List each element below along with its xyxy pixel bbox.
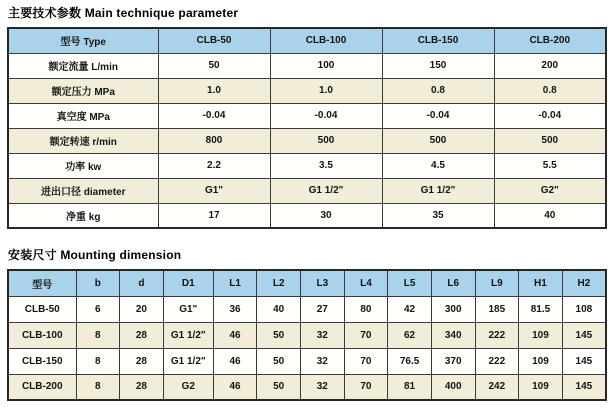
column-header-cell: d — [120, 270, 164, 296]
table-row — [8, 53, 606, 78]
table-row — [8, 322, 606, 348]
value-cell: 500 — [270, 128, 382, 153]
value-cell: 28 — [120, 374, 164, 400]
value-cell: 17 — [158, 203, 270, 228]
value-cell: G1" — [158, 178, 270, 203]
value-cell: 145 — [562, 374, 606, 400]
column-header-cell: b — [76, 270, 120, 296]
value-cell: G2 — [163, 374, 213, 400]
row-label-cell: 额定转速 r/min — [8, 128, 158, 153]
value-cell: 81 — [388, 374, 432, 400]
value-cell: 46 — [213, 348, 257, 374]
table-row — [8, 296, 606, 322]
value-cell: 40 — [257, 296, 301, 322]
value-cell: 81.5 — [519, 296, 563, 322]
value-cell: 70 — [344, 374, 388, 400]
value-cell: 42 — [388, 296, 432, 322]
mounting-dimension-title: 安装尺寸 Mounting dimension — [8, 248, 182, 262]
row-label-cell: 真空度 MPa — [8, 103, 158, 128]
value-cell: 2.2 — [158, 153, 270, 178]
column-header-cell: D1 — [163, 270, 213, 296]
table-row — [8, 128, 606, 153]
value-cell: 185 — [475, 296, 519, 322]
value-cell: 50 — [158, 53, 270, 78]
value-cell: 46 — [213, 322, 257, 348]
value-cell: 150 — [382, 53, 494, 78]
value-cell: 32 — [301, 348, 345, 374]
model-header-cell: 型号 — [8, 270, 76, 296]
column-header-cell: CLB-150 — [382, 28, 494, 53]
row-label-cell: 额定压力 MPa — [8, 78, 158, 103]
value-cell: 32 — [301, 374, 345, 400]
value-cell: 70 — [344, 322, 388, 348]
value-cell: 3.5 — [270, 153, 382, 178]
value-cell: G2" — [494, 178, 606, 203]
table-row — [8, 178, 606, 203]
table-row — [8, 374, 606, 400]
row-label-cell: CLB-200 — [8, 374, 76, 400]
column-header-cell: L1 — [213, 270, 257, 296]
value-cell: 5.5 — [494, 153, 606, 178]
value-cell: G1 1/2" — [163, 322, 213, 348]
column-header-cell: H1 — [519, 270, 563, 296]
value-cell: 6 — [76, 296, 120, 322]
column-header-cell: CLB-100 — [270, 28, 382, 53]
header-row — [8, 270, 606, 296]
mounting-table-header — [8, 270, 606, 296]
value-cell: 27 — [301, 296, 345, 322]
column-header-cell: L4 — [344, 270, 388, 296]
mounting-dimension-table — [7, 269, 607, 401]
row-label-cell: 功率 kw — [8, 153, 158, 178]
column-header-cell: H2 — [562, 270, 606, 296]
value-cell: 1.0 — [158, 78, 270, 103]
value-cell: G1 1/2" — [163, 348, 213, 374]
value-cell: -0.04 — [270, 103, 382, 128]
row-label-cell: CLB-100 — [8, 322, 76, 348]
value-cell: 28 — [120, 348, 164, 374]
value-cell: 109 — [519, 348, 563, 374]
value-cell: 20 — [120, 296, 164, 322]
column-header-cell: L2 — [257, 270, 301, 296]
value-cell: 62 — [388, 322, 432, 348]
model-header-cell: 型号 Type — [8, 28, 158, 53]
value-cell: 100 — [270, 53, 382, 78]
header-row — [8, 28, 606, 53]
value-cell: 300 — [431, 296, 475, 322]
value-cell: 8 — [76, 374, 120, 400]
value-cell: 50 — [257, 322, 301, 348]
value-cell: G1" — [163, 296, 213, 322]
value-cell: 200 — [494, 53, 606, 78]
value-cell: 8 — [76, 322, 120, 348]
value-cell: -0.04 — [494, 103, 606, 128]
column-header-cell: CLB-50 — [158, 28, 270, 53]
value-cell: -0.04 — [382, 103, 494, 128]
value-cell: 145 — [562, 348, 606, 374]
value-cell: 32 — [301, 322, 345, 348]
value-cell: 0.8 — [494, 78, 606, 103]
technique-parameter-title: 主要技术参数 Main technique parameter — [8, 6, 239, 20]
value-cell: 222 — [475, 322, 519, 348]
technique-parameter-table — [7, 27, 607, 229]
value-cell: 500 — [382, 128, 494, 153]
row-label-cell: 额定流量 L/min — [8, 53, 158, 78]
table-row — [8, 78, 606, 103]
value-cell: 340 — [431, 322, 475, 348]
value-cell: 800 — [158, 128, 270, 153]
mounting-table-body — [8, 296, 606, 400]
value-cell: -0.04 — [158, 103, 270, 128]
value-cell: 145 — [562, 322, 606, 348]
table-row — [8, 203, 606, 228]
value-cell: 0.8 — [382, 78, 494, 103]
column-header-cell: L5 — [388, 270, 432, 296]
value-cell: 70 — [344, 348, 388, 374]
column-header-cell: CLB-200 — [494, 28, 606, 53]
value-cell: 46 — [213, 374, 257, 400]
value-cell: 109 — [519, 374, 563, 400]
value-cell: 222 — [475, 348, 519, 374]
value-cell: 36 — [213, 296, 257, 322]
value-cell: 80 — [344, 296, 388, 322]
value-cell: 76.5 — [388, 348, 432, 374]
column-header-cell: L3 — [301, 270, 345, 296]
column-header-cell: L9 — [475, 270, 519, 296]
value-cell: G1 1/2" — [382, 178, 494, 203]
row-label-cell: CLB-150 — [8, 348, 76, 374]
value-cell: 35 — [382, 203, 494, 228]
row-label-cell: 进出口径 diameter — [8, 178, 158, 203]
value-cell: 50 — [257, 348, 301, 374]
value-cell: 30 — [270, 203, 382, 228]
value-cell: 109 — [519, 322, 563, 348]
technique-table-header — [8, 28, 606, 53]
value-cell: 40 — [494, 203, 606, 228]
table-row — [8, 348, 606, 374]
value-cell: 8 — [76, 348, 120, 374]
value-cell: 108 — [562, 296, 606, 322]
value-cell: 50 — [257, 374, 301, 400]
value-cell: 242 — [475, 374, 519, 400]
column-header-cell: L6 — [431, 270, 475, 296]
table-row — [8, 153, 606, 178]
row-label-cell: CLB-50 — [8, 296, 76, 322]
value-cell: 400 — [431, 374, 475, 400]
value-cell: G1 1/2" — [270, 178, 382, 203]
row-label-cell: 净重 kg — [8, 203, 158, 228]
value-cell: 28 — [120, 322, 164, 348]
table-row — [8, 103, 606, 128]
value-cell: 370 — [431, 348, 475, 374]
value-cell: 1.0 — [270, 78, 382, 103]
technique-table-body — [8, 53, 606, 228]
value-cell: 500 — [494, 128, 606, 153]
value-cell: 4.5 — [382, 153, 494, 178]
